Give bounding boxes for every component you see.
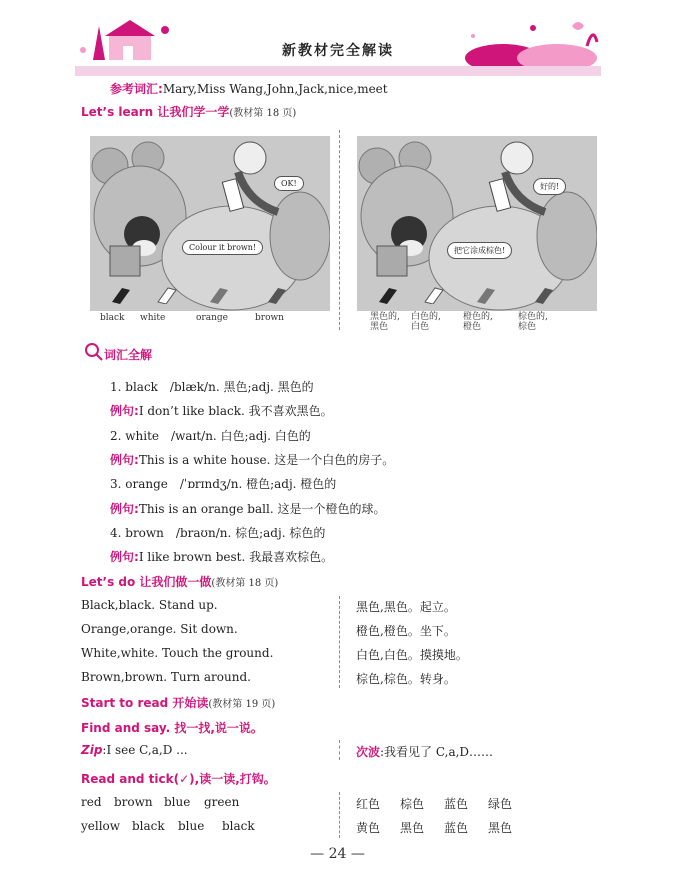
start-to-read-ref: (教材第 19 页) <box>208 699 276 710</box>
example-text: I like brown best. 我最喜欢棕色。 <box>138 550 334 564</box>
lets-do-row-zh: 白色,白色。摸摸地。 <box>356 648 468 662</box>
word-hong-se: 红色 <box>356 797 381 811</box>
bear-scene-icon <box>90 136 330 311</box>
lets-learn-title: Let’s learn 让我们学一学 <box>81 105 230 119</box>
word-zong-se: 棕色 <box>400 797 425 811</box>
illustration-english <box>90 136 330 311</box>
speaker-zip: Zip <box>81 743 103 757</box>
read-tick-title-end: ),读一读,打钩。 <box>189 772 276 786</box>
lets-do-ref: (教材第 18 页) <box>211 578 279 589</box>
zip-line-text: :I see C,a,D ... <box>102 743 188 757</box>
zip-line <box>81 743 188 757</box>
example-label: 例句: <box>110 550 139 564</box>
zip-line-cn-text: :我看见了 C,a,D…… <box>380 745 494 759</box>
word-blue: blue <box>178 819 205 833</box>
start-to-read-heading <box>81 694 275 711</box>
illustration-chinese <box>357 136 597 311</box>
word-blue: blue <box>164 795 191 809</box>
vocab-example-black <box>110 402 333 419</box>
lets-do-title: Let’s do 让我们做一做 <box>81 575 212 589</box>
lets-learn-heading <box>81 103 296 120</box>
example-label: 例句: <box>110 502 139 516</box>
word-green: green <box>204 795 240 809</box>
vocab-ref-words: Mary,Miss Wang,John,Jack,nice,meet <box>162 82 388 96</box>
word-lan-se: 蓝色 <box>444 797 469 811</box>
vocab-ref-label: 参考词汇: <box>110 82 163 96</box>
start-to-read-title: Start to read 开始读 <box>81 696 209 710</box>
crayon-label-hei: 黑色的, 黑色 <box>370 312 400 332</box>
vocab-entry-black: 1. black /blæk/n. 黑色;adj. 黑色的 <box>110 380 314 394</box>
word-red: red <box>81 795 102 809</box>
example-text: I don’t like black. 我不喜欢黑色。 <box>138 404 333 418</box>
find-say-divider <box>339 740 340 760</box>
word-yellow: yellow <box>81 819 121 833</box>
lets-do-row-en: Orange,orange. Sit down. <box>81 622 238 636</box>
header-band <box>75 66 601 76</box>
word-lan-se: 蓝色 <box>444 821 469 835</box>
crayon-label-cheng: 橙色的, 橙色 <box>463 312 493 332</box>
bear-scene-icon-cn <box>357 136 597 311</box>
lets-do-heading <box>81 573 278 590</box>
tick-icon: ✓ <box>179 772 190 786</box>
crayon-label-zong: 棕色的, 棕色 <box>518 312 548 332</box>
bubble-ok: OK! <box>274 176 304 191</box>
vocab-section-title: 词汇全解 <box>104 348 153 362</box>
magnifier-icon <box>84 342 104 362</box>
bubble-tu-cheng-zong-se: 把它涂成棕色! <box>447 242 512 259</box>
read-tick-divider <box>339 792 340 838</box>
vocab-entry-orange: 3. orange /ˈɒrɪndʒ/n. 橙色;adj. 橙色的 <box>110 477 337 491</box>
crayon-label-brown: brown <box>255 313 284 323</box>
zip-line-cn <box>356 743 493 760</box>
read-and-tick-heading <box>81 770 276 787</box>
lets-do-divider <box>339 596 340 688</box>
vocab-example-white <box>110 451 394 468</box>
crayons-icon-cn <box>367 286 597 304</box>
bubble-colour-it-brown: Colour it brown! <box>182 240 263 255</box>
column-divider <box>339 130 340 330</box>
speaker-zip-cn: 次波 <box>356 745 381 759</box>
find-and-say-title: Find and say. 找一找,说一说。 <box>81 721 263 735</box>
lets-do-row-zh: 橙色,橙色。坐下。 <box>356 624 456 638</box>
lets-do-row-zh: 黑色,黑色。起立。 <box>356 600 456 614</box>
example-label: 例句: <box>110 453 139 467</box>
page-number: — 24 — <box>310 846 365 862</box>
crayons-icon <box>100 286 330 304</box>
word-hei-se: 黑色 <box>488 821 513 835</box>
crayon-label-bai: 白色的, 白色 <box>411 312 441 332</box>
vocab-entry-brown: 4. brown /braʊn/n. 棕色;adj. 棕色的 <box>110 526 326 540</box>
crayon-label-white: white <box>140 313 166 323</box>
lets-do-row-zh: 棕色,棕色。转身。 <box>356 672 456 686</box>
word-black: black <box>222 819 255 833</box>
page-header <box>75 14 601 68</box>
word-lv-se: 绿色 <box>488 797 513 811</box>
crayon-label-black: black <box>100 313 125 323</box>
example-label: 例句: <box>110 404 139 418</box>
bubble-hao-de: 好的! <box>533 178 566 195</box>
read-tick-title: Read and tick( <box>81 772 180 786</box>
word-huang-se: 黄色 <box>356 821 381 835</box>
lets-do-row-en: Brown,brown. Turn around. <box>81 670 251 684</box>
lets-do-row-en: White,white. Touch the ground. <box>81 646 274 660</box>
crayon-label-orange: orange <box>196 313 228 323</box>
word-brown: brown <box>114 795 153 809</box>
example-text: This is an orange ball. 这是一个橙色的球。 <box>138 502 386 516</box>
vocab-entry-white: 2. white /waɪt/n. 白色;adj. 白色的 <box>110 429 311 443</box>
lets-learn-ref: (教材第 18 页) <box>229 108 297 119</box>
header-title: 新教材完全解读 <box>282 43 394 59</box>
vocab-reference <box>110 80 388 97</box>
lets-do-row-en: Black,black. Stand up. <box>81 598 218 612</box>
word-black: black <box>132 819 165 833</box>
vocab-example-orange <box>110 500 385 517</box>
example-text: This is a white house. 这是一个白色的房子。 <box>138 453 395 467</box>
find-and-say-heading <box>81 719 263 736</box>
word-hei-se: 黑色 <box>400 821 425 835</box>
vocab-example-brown <box>110 548 333 565</box>
hills-decoration-icon <box>447 16 601 70</box>
